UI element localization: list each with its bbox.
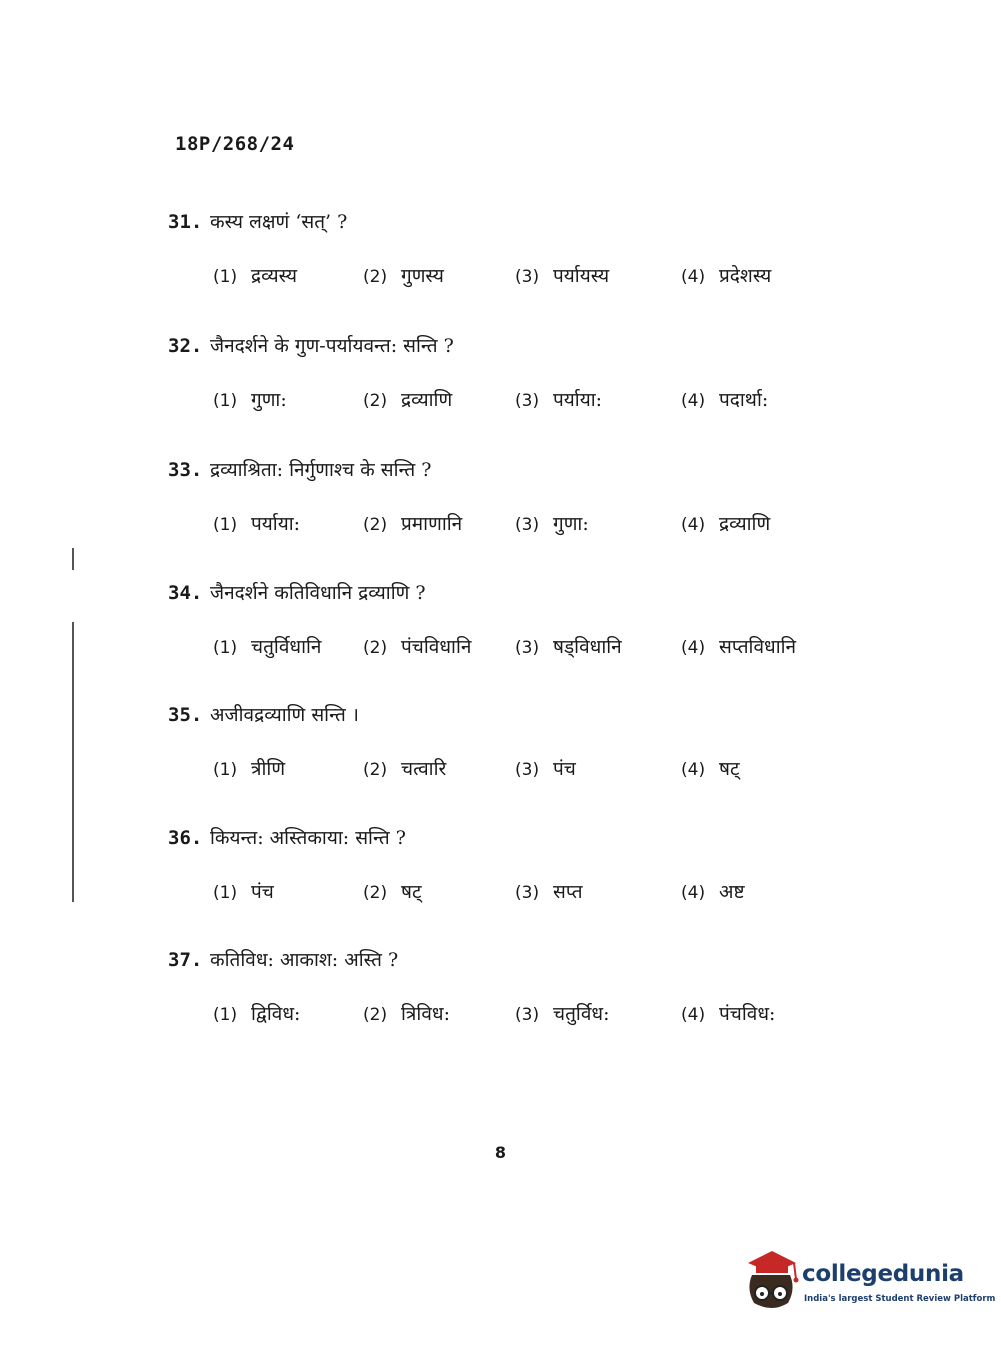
- option-number: (4): [681, 638, 706, 658]
- option-number: (3): [515, 1005, 540, 1025]
- option-number: (3): [515, 760, 540, 780]
- option-number: (1): [213, 391, 238, 411]
- option-text: चतुर्विध:: [553, 1003, 610, 1025]
- option-text: गुणा:: [553, 513, 589, 535]
- option-text: षट्: [401, 881, 422, 903]
- option-2: [363, 878, 422, 904]
- question-text: कतिविध: आकाश: अस्ति ?: [210, 949, 399, 971]
- question-35: [168, 701, 868, 785]
- question-text: अजीवद्रव्याणि सन्ति ।: [210, 704, 360, 726]
- collegedunia-logo: [742, 1247, 996, 1317]
- option-row: [168, 262, 868, 292]
- option-number: (1): [213, 515, 238, 535]
- option-number: (3): [515, 638, 540, 658]
- option-number: (2): [363, 760, 388, 780]
- option-4: [681, 878, 745, 904]
- option-3: [515, 755, 576, 781]
- option-number: (1): [213, 267, 238, 287]
- option-1: [213, 1000, 300, 1026]
- option-1: [213, 262, 297, 288]
- option-text: पर्याया:: [251, 513, 301, 535]
- option-number: (4): [681, 883, 706, 903]
- question-text: जैनदर्शने के गुण-पर्यायवन्त: सन्ति ?: [210, 335, 454, 357]
- option-2: [363, 510, 462, 536]
- option-number: (4): [681, 267, 706, 287]
- question-line: [168, 579, 868, 607]
- option-4: [681, 262, 771, 288]
- question-32: [168, 332, 868, 416]
- option-3: [515, 878, 583, 904]
- option-number: (2): [363, 638, 388, 658]
- margin-mark: [72, 548, 74, 570]
- option-4: [681, 633, 796, 659]
- option-3: [515, 1000, 609, 1026]
- option-row: [168, 386, 868, 416]
- option-number: (2): [363, 1005, 388, 1025]
- question-text: कियन्त: अस्तिकाया: सन्ति ?: [210, 827, 406, 849]
- option-number: (3): [515, 883, 540, 903]
- page-number: 8: [494, 1143, 507, 1162]
- mascot-icon: [742, 1249, 800, 1311]
- option-text: द्रव्याणि: [401, 389, 453, 411]
- option-number: (2): [363, 883, 388, 903]
- option-2: [363, 633, 471, 659]
- margin-mark: [72, 622, 74, 902]
- question-text: जैनदर्शने कतिविधानि द्रव्याणि ?: [210, 582, 426, 604]
- option-2: [363, 1000, 450, 1026]
- option-1: [213, 386, 287, 412]
- question-number: 34.: [168, 582, 203, 604]
- option-row: [168, 633, 868, 663]
- question-line: [168, 332, 868, 360]
- option-4: [681, 510, 770, 536]
- option-row: [168, 755, 868, 785]
- option-4: [681, 386, 768, 412]
- option-row: [168, 510, 868, 540]
- option-number: (2): [363, 515, 388, 535]
- question-number: 36.: [168, 827, 203, 849]
- question-number: 37.: [168, 949, 203, 971]
- question-number: 32.: [168, 335, 203, 357]
- option-text: पंचविध:: [719, 1003, 776, 1025]
- option-text: पदार्था:: [719, 389, 769, 411]
- question-number: 33.: [168, 459, 203, 481]
- question-line: [168, 824, 868, 852]
- option-number: (4): [681, 760, 706, 780]
- option-text: पर्यायस्य: [553, 265, 610, 287]
- option-text: प्रदेशस्य: [719, 265, 772, 287]
- option-text: गुणा:: [251, 389, 287, 411]
- option-text: द्रव्याणि: [719, 513, 771, 535]
- option-number: (1): [213, 883, 238, 903]
- question-line: [168, 208, 868, 236]
- question-33: [168, 456, 868, 540]
- option-text: सप्तविधानि: [719, 636, 797, 658]
- question-text: कस्य लक्षणं ‘सत्’ ?: [210, 211, 348, 233]
- question-31: [168, 208, 868, 292]
- question-number: 35.: [168, 704, 203, 726]
- option-number: (2): [363, 391, 388, 411]
- option-4: [681, 1000, 775, 1026]
- option-text: पंच: [553, 758, 576, 780]
- option-3: [515, 510, 589, 536]
- option-text: सप्त: [553, 881, 583, 903]
- option-text: द्रव्यस्य: [251, 265, 298, 287]
- option-1: [213, 878, 274, 904]
- option-number: (3): [515, 267, 540, 287]
- option-text: गुणस्य: [401, 265, 444, 287]
- option-text: पंच: [251, 881, 274, 903]
- option-row: [168, 1000, 868, 1030]
- option-text: द्विविध:: [251, 1003, 301, 1025]
- option-text: षट्: [719, 758, 740, 780]
- question-36: [168, 824, 868, 908]
- option-text: चत्वारि: [401, 758, 447, 780]
- option-number: (3): [515, 515, 540, 535]
- logo-tagline: India's largest Student Review Platform: [804, 1294, 996, 1304]
- option-number: (2): [363, 267, 388, 287]
- question-line: [168, 946, 868, 974]
- option-1: [213, 633, 321, 659]
- question-number: 31.: [168, 211, 203, 233]
- option-3: [515, 386, 602, 412]
- option-1: [213, 755, 285, 781]
- option-2: [363, 262, 444, 288]
- option-number: (4): [681, 515, 706, 535]
- question-line: [168, 701, 868, 729]
- option-4: [681, 755, 740, 781]
- option-text: अष्ट: [719, 881, 745, 903]
- question-34: [168, 579, 868, 663]
- question-line: [168, 456, 868, 484]
- option-number: (1): [213, 760, 238, 780]
- option-1: [213, 510, 300, 536]
- option-2: [363, 755, 446, 781]
- option-3: [515, 633, 622, 659]
- option-text: पंचविधानि: [401, 636, 472, 658]
- option-row: [168, 878, 868, 908]
- question-text: द्रव्याश्रिता: निर्गुणाश्च के सन्ति ?: [210, 459, 432, 481]
- logo-wordmark: collegedunia: [802, 1261, 964, 1287]
- option-number: (1): [213, 1005, 238, 1025]
- option-number: (1): [213, 638, 238, 658]
- option-text: चतुर्विधानि: [251, 636, 322, 658]
- option-number: (3): [515, 391, 540, 411]
- option-text: त्रीणि: [251, 758, 286, 780]
- option-2: [363, 386, 452, 412]
- option-text: पर्याया:: [553, 389, 603, 411]
- option-text: प्रमाणानि: [401, 513, 463, 535]
- question-37: [168, 946, 868, 1030]
- option-3: [515, 262, 609, 288]
- exam-code: 18P/268/24: [175, 133, 295, 155]
- option-number: (4): [681, 1005, 706, 1025]
- option-number: (4): [681, 391, 706, 411]
- option-text: षड्विधानि: [553, 636, 622, 658]
- option-text: त्रिविध:: [401, 1003, 450, 1025]
